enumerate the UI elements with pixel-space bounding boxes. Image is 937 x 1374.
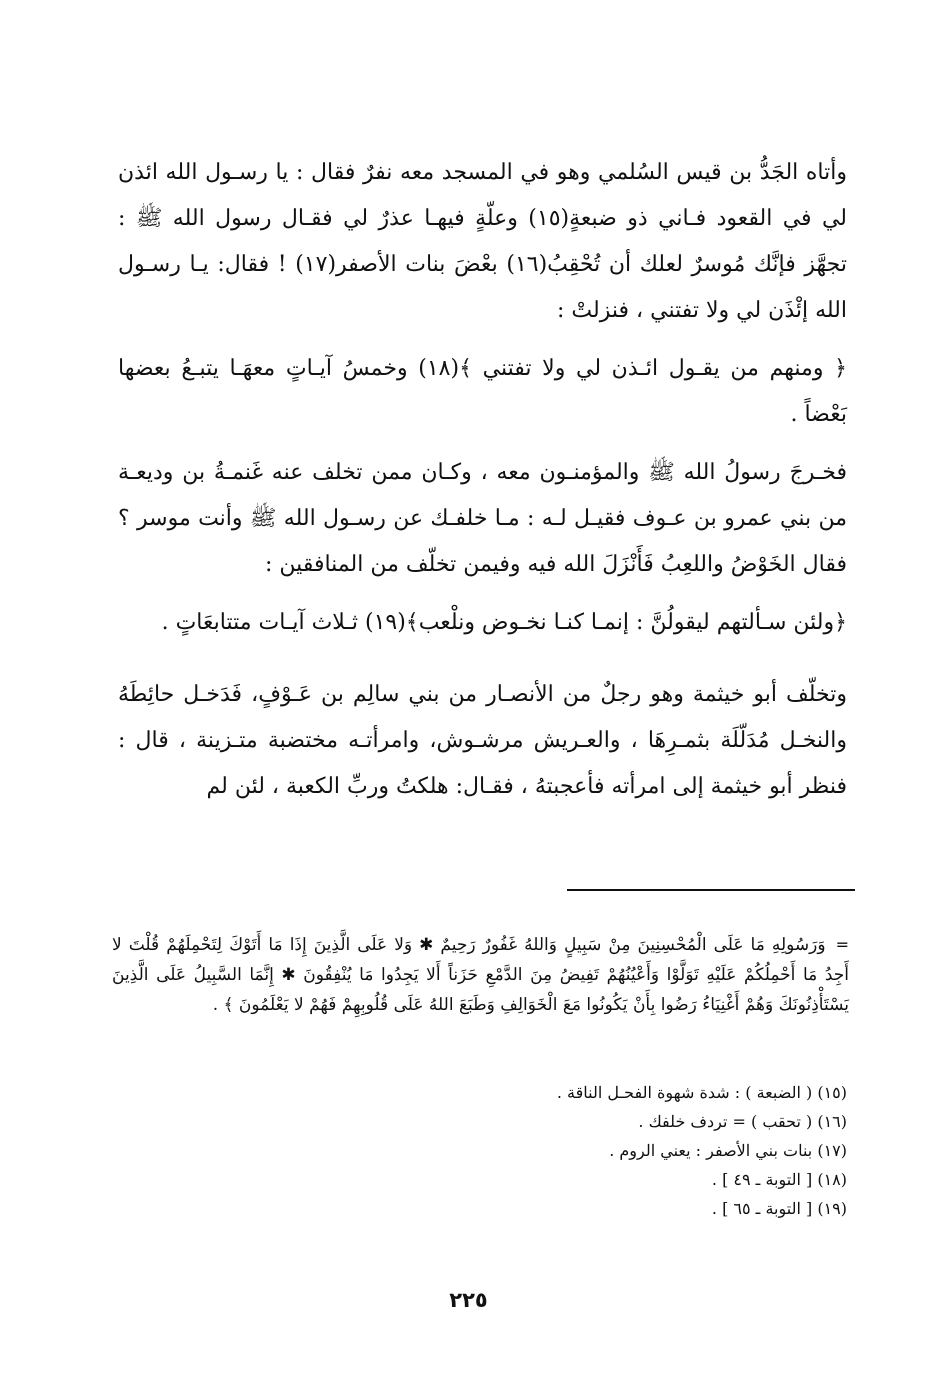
paragraph: وتخلّف أبو خيثمة وهو رجلٌ من الأنصـار من بني سالِم بن عَـوْفٍ، فَدَخـل حائِطَهُ والنخـل مُدَلّلَة بثمـرِهَا ، والعـريش مرشـوش، وامرأتـه مختضبة متـزينة ، قال : فنظر أبو خيثمة إلى امرأته فأعجبتهُ ، فقـال: هلكتُ وربِّ الكعبة ، لئن لم — [118, 682, 847, 799]
footnote-separator — [567, 889, 855, 891]
footnote-18: (١٨) [ التوبة ـ ٤٩ ] . — [711, 1170, 847, 1189]
footnote-16: (١٦) ( تحقب ) = تردف خلفك . — [638, 1112, 847, 1131]
paragraph: فخـرجَ رسولُ الله ﷺ والمؤمنـون معه ، وكـان ممن تخلف عنه غَنمـةُ بن وديعـة من بني عمرو بن عـوف فقيـل لـه : مـا خلفـك عن رسـول الله ﷺ وأنت موسر ؟ فقال الخَوْضُ واللعِبُ فَأَنْزَلَ الله فيه وفيمن تخلّف من المنافقين : — [118, 460, 847, 577]
footnote-15: (١٥) ( الضبعة ) : شدة شهوة الفحـل الناقة . — [556, 1083, 847, 1102]
quran-quote: ﴿ولئن سـألتهم ليقولُنَّ : إنمـا كنـا نخـوض ونلْعب﴾(١٩) ثـلاث آيـات متتابعَاتٍ . — [161, 610, 847, 635]
quran-quote: ﴿ ومنهم من يقـول ائـذن لي ولا تفتني ﴾(١٨) وخمسُ آيـاتٍ معهَـا يتبـعُ بعضها بَعْضاً . — [118, 356, 847, 427]
paragraph: وأتاه الجَدُّ بن قيس السُلمي وهو في المسجد معه نفرٌ فقال : يا رسـول الله ائذن لي في القعود فـاني ذو ضبعةٍ(١٥) وعلّةٍ فيهـا عذرٌ لي فقـال رسول الله ﷺ : تجهَّز فإنَّك مُوسرٌ لعلك أن تُحْقِبُ(١٦) بعْضَ بنات الأصفر(١٧) ! فقال: يـا رسـول الله إئْذَن لي ولا تفتني ، فنزلتْ : — [118, 160, 848, 323]
footnote-continuation — [112, 930, 849, 1020]
page-number: ٢٢٥ — [449, 1288, 488, 1312]
continuation-mark: = — [835, 935, 849, 954]
footnotes-list — [107, 1078, 847, 1223]
main-text — [118, 150, 847, 810]
footnote-19: (١٩) [ التوبة ـ ٦٥ ] . — [711, 1199, 847, 1218]
continuation-text: وَرَسُولِهِ مَا عَلَى الْمُحْسِنِينَ مِنْ سَبِيلٍ وَاللهُ غَفُورٌ رَحِيمٌ ✱ وَلا عَلَى الَّذِينَ إِذَا مَا أَتَوْكَ لِتَحْمِلَهُمْ قُلْتَ لا أَجِدُ مَا أَحْمِلُكُمْ عَلَيْهِ تَوَلَّوْا وَأَعْيُنُهُمْ تَفِيضُ مِنَ الدَّمْعِ حَزَناً أَلا يَجِدُوا مَا يُنْفِقُونَ ✱ إِنَّمَا السَّبِيلُ عَلَى الَّذِينَ يَسْتَأْذِنُونَكَ وَهُمْ أَغْنِيَاءُ رَضُوا بِأَنْ يَكُونُوا مَعَ الْخَوَالِفِ وَطَبَعَ اللهُ عَلَى قُلُوبِهِمْ فَهُمْ لا يَعْلَمُونَ ﴾ . — [112, 935, 849, 1015]
footnote-17: (١٧) بنات بني الأصفر : يعني الروم . — [609, 1141, 847, 1160]
